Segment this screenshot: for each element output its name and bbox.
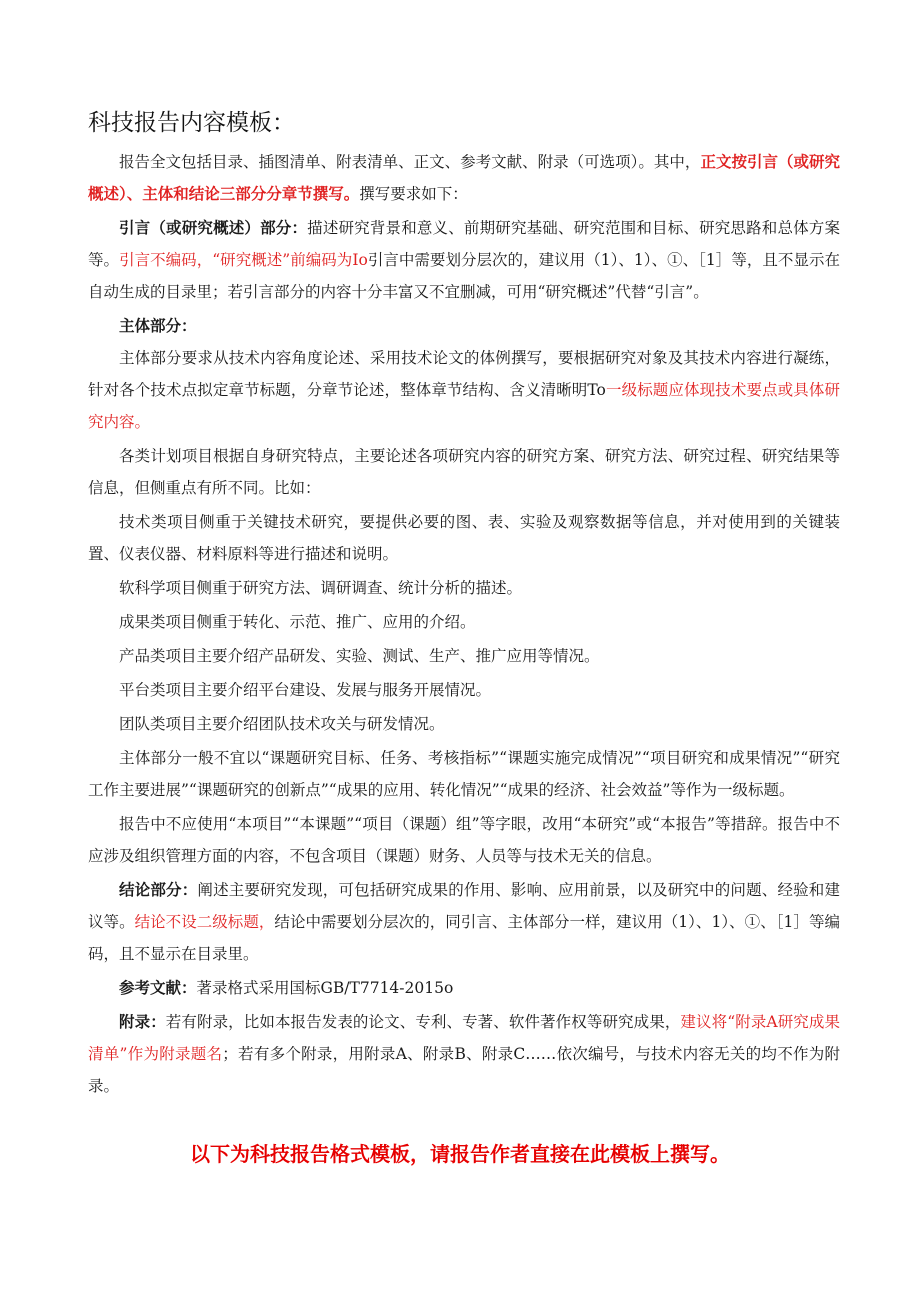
highlight-text: 建议将“附录A研究成果清单”作为附录题名 <box>88 1013 840 1063</box>
paragraph-technical-projects: 技术类项目侧重于关键技术研究，要提供必要的图、表、实验及观察数据等信息，并对使用到的关键装置、仪表仪器、材料原料等进行描述和说明。 <box>88 513 840 563</box>
paragraph-soft-science: 软科学项目侧重于研究方法、调研调查、统计分析的描述。 <box>119 579 523 597</box>
paragraph-conclusion <box>88 874 840 970</box>
highlight-text: 引言不编码，“研究概述”前编码为Io <box>119 251 368 269</box>
paragraph-main-requirements <box>88 342 840 438</box>
text: 引言中需要划分层次的，建议用（1）、1）、①、［1］等，且不显示在自动生成的目录里；若引言部分的内容十分丰富又不宜删减，可用“研究概述”代替“引言”。 <box>88 251 840 301</box>
text: 阐述主要研究发现，可包括研究成果的作用、影响、应用前景，以及研究中的问题、经验和建议等。 <box>88 881 840 931</box>
paragraph-introduction <box>88 212 840 308</box>
paragraph-heading-restrictions: 主体部分一般不宜以“课题研究目标、任务、考核指标”“课题实施完成情况”“项目研究和成果情况”“研究工作主要进展”“课题研究的创新点”“成果的应用、转化情况”“成果的经济、社会效益”等作为一级标题。 <box>88 749 840 799</box>
paragraph-appendix <box>88 1006 840 1102</box>
text: 报告全文包括目录、插图清单、附表清单、正文、参考文献、附录（可选项）。其中， <box>119 153 701 171</box>
paragraph-results-projects: 成果类项目侧重于转化、示范、推广、应用的介绍。 <box>119 613 476 631</box>
section-label-appendix: 附录： <box>119 1012 166 1031</box>
paragraph-platform-projects: 平台类项目主要介绍平台建设、发展与服务开展情况。 <box>119 681 492 699</box>
highlight-text: 正文按引言（或研究概述）、主体和结论三部分分章节撰写。 <box>88 152 840 203</box>
text: 若有附录，比如本报告发表的论文、专利、专著、软件著作权等研究成果， <box>165 1013 681 1031</box>
document-body <box>88 146 840 1102</box>
paragraph-wording-restrictions: 报告中不应使用“本项目”“本课题”“项目（课题）组”等字眼，改用“本研究”或“本报告”等措辞。报告中不应涉及组织管理方面的内容，不包含项目（课题）财务、人员等与技术无关的信息。 <box>88 815 840 865</box>
section-label-references: 参考文献： <box>119 978 197 997</box>
section-label-introduction: 引言（或研究概述）部分： <box>119 218 308 237</box>
text: 主体部分要求从技术内容角度论述、采用技术论文的体例撰写，要根据研究对象及其技术内容进行凝练，针对各个技术点拟定章节标题，分章节论述，整体章节结构、含义清晰明To <box>88 349 840 399</box>
paragraph-product-projects: 产品类项目主要介绍产品研发、实验、测试、生产、推广应用等情况。 <box>119 647 600 665</box>
text: ；若有多个附录，用附录A、附录B、附录C……依次编号，与技术内容无关的均不作为附录。 <box>88 1045 840 1095</box>
template-notice: 以下为科技报告格式模板，请报告作者直接在此模板上撰写。 <box>190 1142 730 1166</box>
page-title: 科技报告内容模板： <box>88 110 295 136</box>
paragraph-project-types: 各类计划项目根据自身研究特点，主要论述各项研究内容的研究方案、研究方法、研究过程、研究结果等信息，但侧重点有所不同。比如： <box>88 447 840 497</box>
paragraph-references <box>88 972 840 1004</box>
section-label-main: 主体部分： <box>119 316 197 335</box>
highlight-text: 结论不设二级标题， <box>134 913 275 931</box>
text: 撰写要求如下： <box>359 185 468 203</box>
text: 结论中需要划分层次的，同引言、主体部分一样，建议用（1）、1）、①、［1］等编码，且不显示在目录里。 <box>88 913 840 963</box>
highlight-text: 一级标题应体现技术要点或具体研究内容。 <box>88 381 840 431</box>
text: 描述研究背景和意义、前期研究基础、研究范围和目标、研究思路和总体方案等。 <box>88 219 840 269</box>
paragraph-overview <box>88 146 840 210</box>
text: 著录格式采用国标GB/T7714-2015o <box>196 979 454 997</box>
section-label-conclusion: 结论部分： <box>119 880 198 899</box>
paragraph-team-projects: 团队类项目主要介绍团队技术攻关与研发情况。 <box>119 715 445 733</box>
paragraph-main-heading <box>88 310 840 342</box>
